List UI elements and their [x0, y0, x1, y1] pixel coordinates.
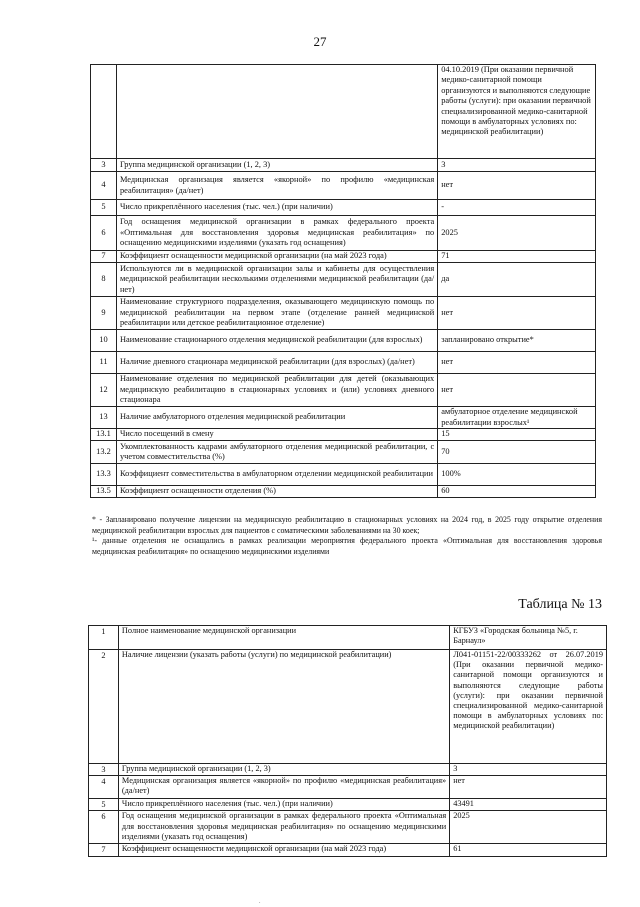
row-label: Число прикреплённого населения (тыс. чел.) (при наличии) [116, 200, 437, 216]
row-value: 3 [438, 159, 596, 172]
row-label: Год оснащения медицинской организации в рамках федерального проекта «Оптимальная для восстановления здоровья медицинская реабилитация» по оснащению медицинскими изделиями (указать год оснащения) [116, 216, 437, 251]
row-value: 2025 [450, 811, 607, 844]
footnotes [92, 515, 602, 557]
row-label: Наименование отделения по медицинской реабилитации для детей (оказывающих медицинскую реабилитацию в стационарных условиях и (или) условиях дневного стационара [116, 374, 437, 407]
table-row [89, 799, 607, 811]
row-number: 11 [91, 352, 117, 374]
table-row [91, 263, 596, 297]
row-label: Группа медицинской организации (1, 2, 3) [116, 159, 437, 172]
row-value: 3 [450, 764, 607, 776]
row-number: 1 [89, 626, 119, 650]
row-number: 3 [91, 159, 117, 172]
table-row [91, 297, 596, 330]
table-row [91, 200, 596, 216]
row-value: Л041-01151-22/00333262 от 26.07.2019 (При оказании первичной медико-санитарной помощи организуются и выполняются следующие работы (услуги): при оказании первичной специализированной медико-санитарной помощи в амбулаторных условиях по: медицинской реабилитации) [450, 650, 607, 764]
table-row [91, 352, 596, 374]
footnote-planned-license: * - Запланировано получение лицензии на медицинскую реабилитацию в стационарных условиях на 2024 год, в 2025 году открытие отделения медицинской реабилитации взрослых для пациентов с соматическими заболеваниями на 30 коек; [92, 515, 602, 535]
table-caption: Таблица № 13 [518, 597, 602, 612]
row-label: Коэффициент оснащенности медицинской организации (на май 2023 года) [116, 251, 437, 263]
row-label: Число прикреплённого населения (тыс. чел.) (при наличии) [118, 799, 449, 811]
row-value: нет [438, 374, 596, 407]
row-value: 60 [438, 486, 596, 498]
row-number: 12 [91, 374, 117, 407]
row-label: Используются ли в медицинской организации залы и кабинеты для осуществления медицинской реабилитации несколькими отделениями медицинской реабилитации (да/нет) [116, 263, 437, 297]
row-label: Наименование структурного подразделения, оказывающего медицинскую помощь по медицинской реабилитации на первом этапе (отделение ранней медицинской реабилитации или детское реабилитационное отделение) [116, 297, 437, 330]
table-row [91, 407, 596, 429]
page-number: 27 [313, 34, 327, 49]
row-value: 04.10.2019 (При оказании первичной медико-санитарной помощи организуются и выполняются следующие работы (услуги): при оказании первичной специализированной медико-санитарной помощи в амбулаторных условиях по: медицинской реабилитации) [438, 65, 596, 159]
row-label: Группа медицинской организации (1, 2, 3) [118, 764, 449, 776]
row-label: Медицинская организация является «якорной» по профилю «медицинская реабилитация» (да/нет) [118, 776, 449, 799]
row-value: 2025 [438, 216, 596, 251]
row-label: Наименование стационарного отделения медицинской реабилитации (для взрослых) [116, 330, 437, 352]
row-number [91, 65, 117, 159]
table-row [89, 764, 607, 776]
row-value: 61 [450, 844, 607, 856]
row-number: 8 [91, 263, 117, 297]
row-label: Число посещений в смену [116, 429, 437, 441]
scan-mark: . [259, 899, 261, 905]
row-label: Коэффициент оснащенности отделения (%) [116, 486, 437, 498]
row-number: 4 [91, 172, 117, 200]
table-row [91, 330, 596, 352]
table-row [91, 374, 596, 407]
row-value: 100% [438, 464, 596, 486]
row-number: 2 [89, 650, 119, 764]
row-number: 6 [91, 216, 117, 251]
row-number: 4 [89, 776, 119, 799]
row-label: Год оснащения медицинской организации в рамках федерального проекта «Оптимальная для восстановления здоровья медицинская реабилитация» по оснащению медицинскими изделиями (указать год оснащения) [118, 811, 449, 844]
table-row [91, 464, 596, 486]
table-row [89, 626, 607, 650]
table-row [91, 159, 596, 172]
row-number: 13.5 [91, 486, 117, 498]
row-label: Полное наименование медицинской организации [118, 626, 449, 650]
table-row [91, 441, 596, 464]
row-value: - [438, 200, 596, 216]
row-number: 13.3 [91, 464, 117, 486]
table-row [91, 251, 596, 263]
row-value: амбулаторное отделение медицинской реабилитации взрослых¹ [438, 407, 596, 429]
table-rehab-organization-continued [90, 64, 596, 498]
table-row [91, 65, 596, 159]
row-number: 9 [91, 297, 117, 330]
row-value: 15 [438, 429, 596, 441]
table-row [89, 650, 607, 764]
row-value: КГБУЗ «Городская больница №5, г. Барнаул» [450, 626, 607, 650]
row-number: 7 [91, 251, 117, 263]
row-value: нет [438, 297, 596, 330]
row-label: Наличие амбулаторного отделения медицинской реабилитации [116, 407, 437, 429]
row-label: Медицинская организация является «якорной» по профилю «медицинская реабилитация» (да/нет) [116, 172, 437, 200]
footnote-not-equipped: ¹- данные отделения не оснащались в рамках реализации мероприятия федерального проекта «Оптимальная для восстановления здоровья медицинская реабилитация» по оснащению медицинскими изделиями [92, 536, 602, 556]
row-value: нет [450, 776, 607, 799]
row-value: да [438, 263, 596, 297]
row-value: 71 [438, 251, 596, 263]
row-value: запланировано открытие* [438, 330, 596, 352]
row-number: 13 [91, 407, 117, 429]
table-row [91, 486, 596, 498]
row-number: 3 [89, 764, 119, 776]
table-row [89, 776, 607, 799]
row-number: 13.2 [91, 441, 117, 464]
table-row [91, 172, 596, 200]
row-value: нет [438, 352, 596, 374]
row-value: 43491 [450, 799, 607, 811]
row-label: Наличие лицензии (указать работы (услуги) по медицинской реабилитации) [118, 650, 449, 764]
row-number: 7 [89, 844, 119, 856]
row-value: нет [438, 172, 596, 200]
table-row [89, 844, 607, 856]
table-row [91, 429, 596, 441]
row-number: 5 [89, 799, 119, 811]
row-number: 5 [91, 200, 117, 216]
row-label [116, 65, 437, 159]
row-value: 70 [438, 441, 596, 464]
row-number: 13.1 [91, 429, 117, 441]
table-row [89, 811, 607, 844]
row-label: Коэффициент оснащенности медицинской организации (на май 2023 года) [118, 844, 449, 856]
table-13 [88, 625, 607, 857]
table-row [91, 216, 596, 251]
row-number: 6 [89, 811, 119, 844]
row-label: Укомплектованность кадрами амбулаторного отделения медицинской реабилитации, с учетом совместительства (%) [116, 441, 437, 464]
row-label: Коэффициент совместительства в амбулаторном отделении медицинской реабилитации [116, 464, 437, 486]
row-label: Наличие дневного стационара медицинской реабилитации (для взрослых) (да/нет) [116, 352, 437, 374]
row-number: 10 [91, 330, 117, 352]
